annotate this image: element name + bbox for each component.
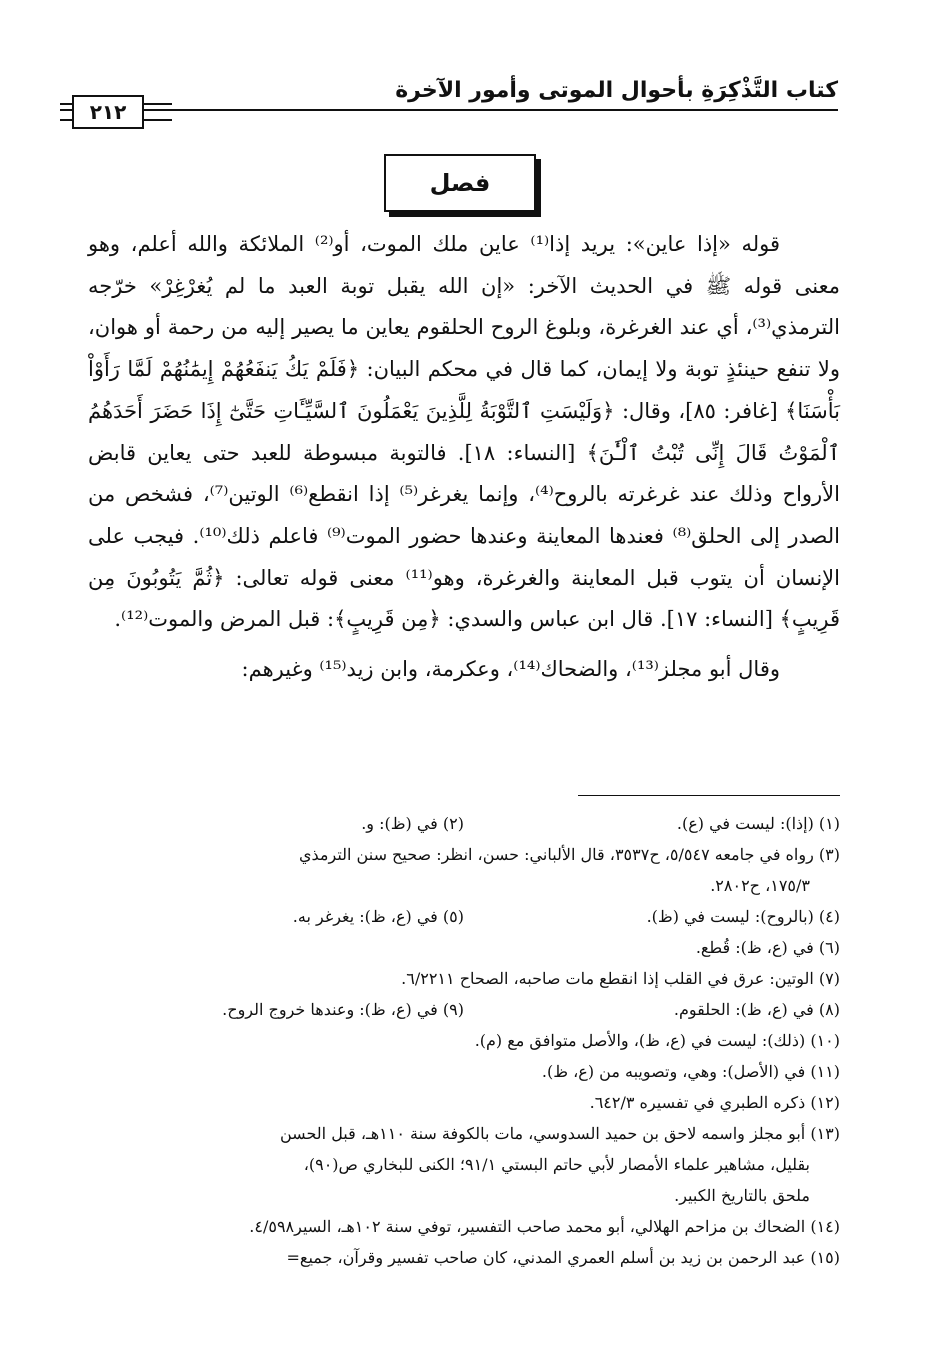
page-number-ornament-right — [142, 103, 172, 121]
section-title: فصل — [384, 154, 536, 212]
footnote-10: (١٠) (ذلك): ليست في (ع، ظ)، والأصل متوافق مع (م). — [474, 1031, 840, 1050]
footnote-separator — [578, 795, 840, 796]
footnotes — [88, 808, 840, 1273]
footnote-1: (١) (إذا): ليست في (ع). — [676, 814, 840, 833]
footnote-13-continued: ملحق بالتاريخ الكبير. — [674, 1186, 810, 1205]
footnote-7: (٧) الوتين: عرق في القلب إذا انقطع مات صاحبه، الصحاح ٦/٢٢١١. — [401, 969, 840, 988]
footnote-9: (٩) في (ع، ظ): وعندها خروج الروح. — [222, 1000, 464, 1019]
running-title: كتاب التَّذْكِرَةِ بأحوال الموتى وأمور الآخرة — [395, 78, 838, 103]
footnote-14: (١٤) الضحاك بن مزاحم الهلالي، أبو محمد صاحب التفسير، توفي سنة ١٠٢هـ، السير٤/٥٩٨. — [249, 1217, 840, 1236]
body-paragraph-1: قوله «إذا عاين»: يريد إذا⁽¹⁾ عاين ملك الموت، أو⁽²⁾ الملائكة والله أعلم، وهو معنى قوله ﷺ في الحديث الآخر: «إن الله يقبل توبة العبد ما لم يُغرْغِرْ» خرّجه الترمذي⁽³⁾، أي عند الغرغرة، وبلوغ الروح الحلقوم يعاين ما يصير إليه من رحمة أو هوان، ولا تنفع حينئذٍ توبة ولا إيمان، كما قال في محكم البيان: ﴿فَلَمْ يَكُ يَنفَعُهُمْ إِيمَٰنُهُمْ لَمَّا رَأَوْاْ بَأْسَنَا﴾ [غافر: ٨٥]، وقال: ﴿وَلَيْسَتِ ٱلتَّوْبَةُ لِلَّذِينَ يَعْمَلُونَ ٱلسَّيِّـَٔاتِ حَتَّىٰٓ إِذَا حَضَرَ أَحَدَهُمُ ٱلْمَوْتُ قَالَ إِنِّى تُبْتُ ٱلْـَٰٔنَ﴾ [النساء: ١٨]. فالتوبة مبسوطة للعبد حتى يعاين قابض الأرواح وذلك عند غرغرته بالروح⁽⁴⁾، وإنما يغرغر⁽⁵⁾ إذا انقطع⁽⁶⁾ الوتين⁽⁷⁾، فشخص من الصدر إلى الحلق⁽⁸⁾ فعندها المعاينة وعندها حضور الموت⁽⁹⁾ فاعلم ذلك⁽¹⁰⁾. فيجب على الإنسان أن يتوب قبل المعاينة والغرغرة، وهو⁽¹¹⁾ معنى قوله تعالى: ﴿ثُمَّ يَتُوبُونَ مِن قَرِيبٍ﴾ [النساء: ١٧]. قال ابن عباس والسدي: ﴿مِن قَرِيبٍ﴾: قبل المرض والموت⁽¹²⁾. — [88, 232, 840, 632]
footnote-15: (١٥) عبد الرحمن بن زيد بن أسلم العمري المدني، كان صاحب تفسير وقرآن، جميع= — [286, 1248, 840, 1267]
footnote-2: (٢) في (ظ): و. — [361, 814, 464, 833]
footnote-13-continued: بقليل، مشاهير علماء الأمصار لأبي حاتم البستي ٩١/١؛ الكنى للبخاري ص(٩٠)، — [303, 1155, 810, 1174]
footnote-row — [88, 808, 840, 839]
footnote-6: (٦) في (ع، ظ): قُطع. — [695, 938, 840, 957]
footnote-11: (١١) في (الأصل): وهي، وتصويبه من (ع، ظ). — [541, 1062, 840, 1081]
footnote-8: (٨) في (ع، ظ): الحلقوم. — [673, 1000, 840, 1019]
body-paragraph-2: وقال أبو مجلز⁽¹³⁾، والضحاك⁽¹⁴⁾، وعكرمة، وابن زيد⁽¹⁵⁾ وغيرهم: — [241, 657, 780, 682]
footnote-3-continued: ١٧٥/٣، ح٢٨٠٢. — [710, 876, 810, 895]
page-number-ornament-left — [60, 103, 72, 121]
main-text — [88, 224, 840, 691]
page-header — [60, 72, 838, 132]
footnote-13: (١٣) أبو مجلز واسمه لاحق بن حميد السدوسي، مات بالكوفة سنة ١١٠هـ، قبل الحسن — [280, 1124, 840, 1143]
footnote-row — [88, 901, 840, 932]
footnote-row — [88, 994, 840, 1025]
footnote-4: (٤) (بالروح): ليست في (ظ). — [646, 907, 840, 926]
header-rule — [60, 109, 838, 111]
footnote-3: (٣) رواه في جامعه ٥/٥٤٧، ح٣٥٣٧، قال الألباني: حسن، انظر: صحيح سنن الترمذي — [299, 845, 840, 864]
page-number: ٢١٢ — [72, 95, 144, 129]
footnote-5: (٥) في (ع، ظ): يغرغر به. — [292, 907, 464, 926]
footnote-12: (١٢) ذكره الطبري في تفسيره ٦٤٢/٣. — [589, 1093, 840, 1112]
